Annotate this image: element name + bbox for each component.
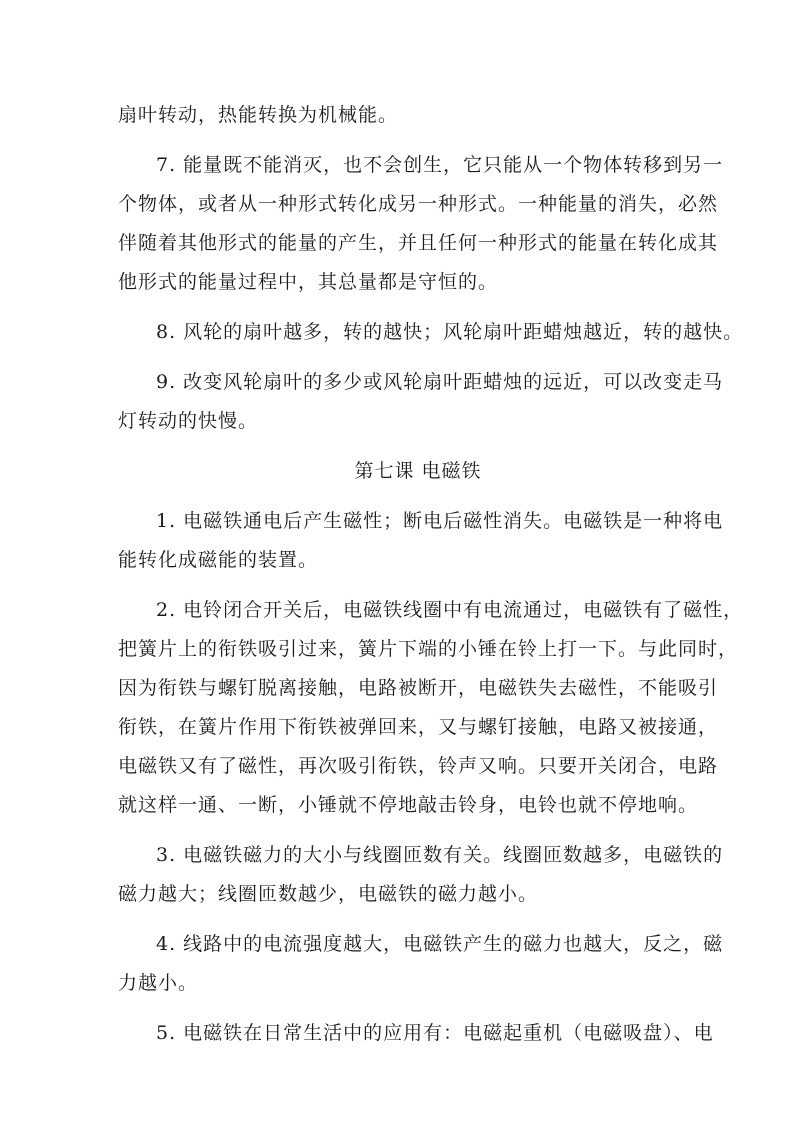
item-2-line: 把簧片上的衔铁吸引过来，簧片下端的小锤在铃上打一下。与此同时， <box>118 638 739 660</box>
item-2-line: 2. 电铃闭合开关后，电磁铁线圈中有电流通过，电磁铁有了磁性， <box>156 599 744 621</box>
item-1-line: 能转化成磁能的装置。 <box>118 549 319 571</box>
item-2-line: 因为衔铁与螺钉脱离接触，电路被断开，电磁铁失去磁性，不能吸引 <box>118 677 719 699</box>
item-3-line: 磁力越大；线圈匝数越少，电磁铁的磁力越小。 <box>118 883 539 905</box>
item-4-line: 4. 线路中的电流强度越大，电磁铁产生的磁力也越大，反之，磁 <box>156 933 724 955</box>
lesson-heading: 第七课 电磁铁 <box>354 460 482 482</box>
document-page <box>118 96 744 1053</box>
item-1-line: 1. 电磁铁通电后产生磁性；断电后磁性消失。电磁铁是一种将电 <box>156 510 724 532</box>
item-7-line: 个物体，或者从一种形式转化成另一种形式。一种能量的消失，必然 <box>118 193 719 215</box>
item-7-line: 伴随着其他形式的能量的产生，并且任何一种形式的能量在转化成其 <box>118 232 719 254</box>
item-2-line: 就这样一通、一断，小锤就不停地敲击铃身，电铃也就不停地响。 <box>118 794 699 816</box>
item-3-line: 3. 电磁铁磁力的大小与线圈匝数有关。线圈匝数越多，电磁铁的 <box>156 844 724 866</box>
item-7-line: 他形式的能量过程中，其总量都是守恒的。 <box>118 271 499 293</box>
item-4-line: 力越小。 <box>118 972 199 994</box>
paragraph-line: 扇叶转动，热能转换为机械能。 <box>118 104 399 126</box>
item-9-line: 灯转动的快慢。 <box>118 410 259 432</box>
item-5-line: 5. 电磁铁在日常生活中的应用有：电磁起重机（电磁吸盘）、电 <box>156 1022 714 1044</box>
item-8-line: 8. 风轮的扇叶越多，转的越快；风轮扇叶距蜡烛越近，转的越快。 <box>156 321 744 343</box>
item-2-line: 衔铁，在簧片作用下衔铁被弹回来，又与螺钉接触，电路又被接通， <box>118 716 719 738</box>
item-2-line: 电磁铁又有了磁性，再次吸引衔铁，铃声又响。只要开关闭合，电路 <box>118 755 719 777</box>
item-9-line: 9. 改变风轮扇叶的多少或风轮扇叶距蜡烛的远近，可以改变走马 <box>156 371 724 393</box>
item-7-line: 7. 能量既不能消灭，也不会创生，它只能从一个物体转移到另一 <box>156 154 724 176</box>
